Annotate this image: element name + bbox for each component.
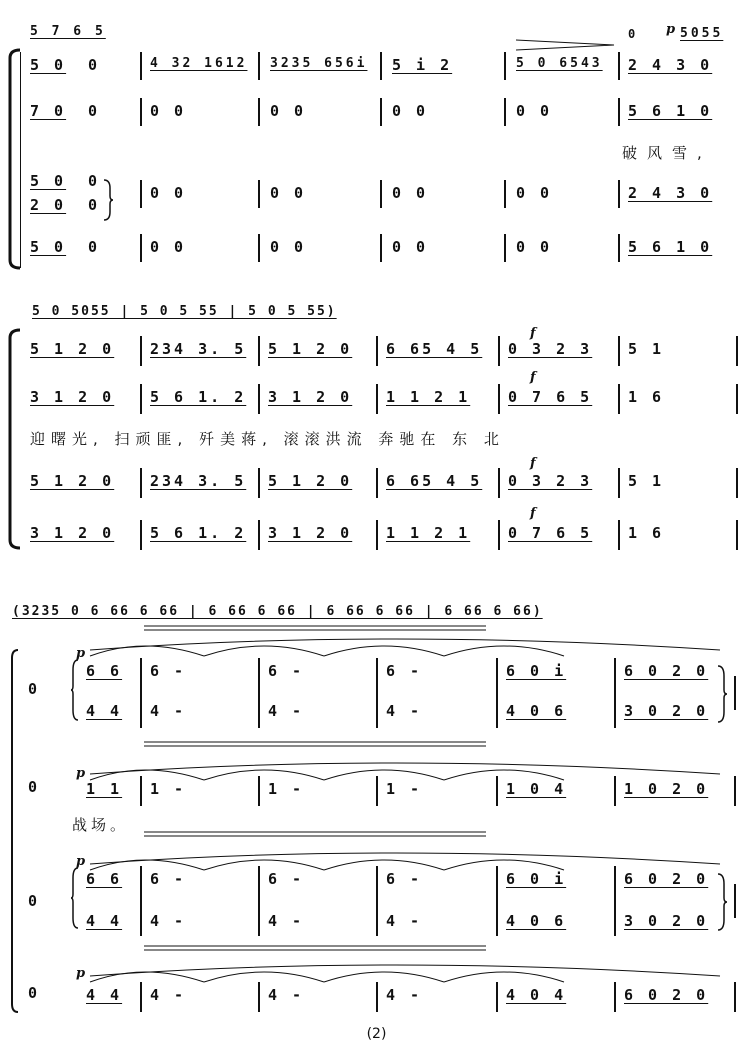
inner-brace-s3-a [70, 658, 80, 722]
s1-bar-2 [258, 52, 260, 80]
s1-r2-m5: 5 6 1 0 [628, 102, 713, 120]
s3-bar-a2 [258, 658, 260, 728]
s1-bar-r4-5 [618, 234, 620, 262]
s3-bar-a4 [496, 658, 498, 728]
s3-bar-b2 [258, 776, 260, 806]
s3-r3-m0: 1 1 [86, 780, 123, 798]
s3-rest-1: 0 [28, 680, 38, 698]
s3-r4-m4: 6 0 i [506, 870, 567, 888]
s2-r3-m4: 0 3 2 3 [508, 472, 593, 490]
s3-r6-m3: 4 - [386, 986, 423, 1004]
s3-r2-m5: 3 0 2 0 [624, 702, 709, 720]
s1-r2-m4: 0 0 [516, 102, 553, 120]
s1-bar-r2-1 [140, 98, 142, 126]
s3-r4-m0: 6 6 [86, 870, 123, 888]
s2-bar-b5 [618, 384, 620, 414]
s2-bar-c5 [618, 468, 620, 498]
s1-bar-r3-4 [504, 180, 506, 208]
s3-r3-m3: 1 - [386, 780, 423, 798]
s3-bar-c6 [734, 884, 736, 918]
s2-bar-b2 [258, 384, 260, 414]
s2-dyn-f-4: f [530, 506, 536, 521]
s3-r2-m2: 4 - [268, 702, 305, 720]
s1-r3-m5: 2 4 3 0 [628, 184, 713, 202]
s1-r3-m1: 0 0 [150, 184, 187, 202]
s2-r3-m0: 5 1 2 0 [30, 472, 115, 490]
s1-r4-m1: 0 0 [150, 238, 187, 256]
s2-bar-d6 [736, 520, 738, 550]
s2-r1-m0: 5 1 2 0 [30, 340, 115, 358]
s1-r3-m3: 0 0 [392, 184, 429, 202]
s3-dyn-p-1: p [76, 646, 86, 661]
s3-bar-c3 [376, 866, 378, 936]
system-1 [0, 0, 753, 280]
s2-r4-m2: 3 1 2 0 [268, 524, 353, 542]
s3-r6-m1: 4 - [150, 986, 187, 1004]
s2-bar-d2 [258, 520, 260, 550]
s3-r3-m1: 1 - [150, 780, 187, 798]
s3-bar-d3 [376, 982, 378, 1012]
s2-bar-a4 [498, 336, 500, 366]
s3-r4-m3: 6 - [386, 870, 423, 888]
decrescendo-mark [516, 38, 616, 52]
s2-r2-m2: 3 1 2 0 [268, 388, 353, 406]
s3-bar-d5 [614, 982, 616, 1012]
s3-dyn-p-3: p [76, 854, 86, 869]
s3-r5-m0: 4 4 [86, 912, 123, 930]
s1-r4-m0b: 0 [88, 238, 101, 256]
s2-dyn-f-1: f [530, 326, 536, 341]
s2-r4-m3: 1 1 2 1 [386, 524, 471, 542]
s2-bar-a5 [618, 336, 620, 366]
s2-bar-c1 [140, 468, 142, 498]
s3-bar-c5 [614, 866, 616, 936]
s1-r3-m4: 0 0 [516, 184, 553, 202]
s1-r3-m2: 0 0 [270, 184, 307, 202]
s2-r2-m0: 3 1 2 0 [30, 388, 115, 406]
s1-bar-r2-3 [380, 98, 382, 126]
s2-r3-m3: 6 65 4 5 [386, 472, 483, 490]
s2-dyn-f-2: f [530, 370, 536, 385]
s2-r1-m1: 234 3. 5 [150, 340, 247, 358]
s1-r4-m4: 0 0 [516, 238, 553, 256]
s1-r1-m3: 5 i 2 [392, 56, 453, 74]
s1-r3-m0b: 0 [88, 172, 101, 190]
right-brace-s3-b [716, 872, 728, 932]
s1-bar-r4-3 [380, 234, 382, 262]
s2-bar-c3 [376, 468, 378, 498]
s3-bar-d2 [258, 982, 260, 1012]
s1-r4-m0: 5 0 [30, 238, 67, 256]
s1-bar-r2-2 [258, 98, 260, 126]
s2-bar-b6 [736, 384, 738, 414]
s3-r1-m0: 6 6 [86, 662, 123, 680]
s3-r1-m5: 6 0 2 0 [624, 662, 709, 680]
s2-bar-b4 [498, 384, 500, 414]
s2-r3-m2: 5 1 2 0 [268, 472, 353, 490]
s3-r4-m1: 6 - [150, 870, 187, 888]
s2-r3-m5: 5 1 [628, 472, 665, 490]
s1-bar-5 [618, 52, 620, 80]
s3-bar-d1 [140, 982, 142, 1012]
s1-r2-m0: 7 0 [30, 102, 67, 120]
s3-bar-d4 [496, 982, 498, 1012]
top-line-rest: 0 [628, 27, 639, 41]
s1-r1-m4: 5 0 6543 [516, 56, 603, 71]
s2-r1-m3: 6 65 4 5 [386, 340, 483, 358]
s2-bar-a6 [736, 336, 738, 366]
inner-brace-s1 [102, 178, 114, 222]
s3-dyn-p-4: p [76, 966, 86, 981]
s1-lyric: 破风雪, [622, 144, 712, 162]
s2-bar-d3 [376, 520, 378, 550]
s3-bar-d6 [734, 982, 736, 1012]
s2-r4-m5: 1 6 [628, 524, 665, 542]
s3-ties-row4 [84, 958, 724, 988]
s1-bar-3 [380, 52, 382, 80]
s3-bar-b5 [614, 776, 616, 806]
s3-r1-m1: 6 - [150, 662, 187, 680]
s1-r2-m0b: 0 [88, 102, 101, 120]
s3-bar-b6 [734, 776, 736, 806]
system-2-bracket [8, 328, 22, 550]
s1-bar-r2-4 [504, 98, 506, 126]
s3-r1-m4: 6 0 i [506, 662, 567, 680]
s3-lines-c [140, 942, 490, 954]
s2-bar-d4 [498, 520, 500, 550]
s2-bar-c6 [736, 468, 738, 498]
s1-r1-m5: 2 4 3 0 [628, 56, 713, 74]
s3-rest-4: 0 [28, 984, 38, 1002]
s1-r4-m5: 5 6 1 0 [628, 238, 713, 256]
s2-r4-m1: 5 6 1. 2 [150, 524, 247, 542]
s3-lyric: 战场。 [72, 816, 130, 834]
s3-r5-m1: 4 - [150, 912, 187, 930]
page-number: (2) [366, 1026, 387, 1042]
s1-bar-r3-2 [258, 180, 260, 208]
s3-r3-m4: 1 0 4 [506, 780, 567, 798]
s3-bar-c2 [258, 866, 260, 936]
s3-r1-m3: 6 - [386, 662, 423, 680]
s3-bar-b3 [376, 776, 378, 806]
s1-r3-m0: 5 0 [30, 172, 67, 190]
s2-r1-m2: 5 1 2 0 [268, 340, 353, 358]
s3-top-line: (3235 0 6 66 6 66 | 6 66 6 66 | 6 66 6 66 | 6 66 6 66) [12, 604, 543, 619]
left-barline [20, 52, 21, 268]
s2-r3-m1: 234 3. 5 [150, 472, 247, 490]
s2-bar-d5 [618, 520, 620, 550]
s2-bar-b1 [140, 384, 142, 414]
s3-r2-m4: 4 0 6 [506, 702, 567, 720]
s3-r4-m2: 6 - [268, 870, 305, 888]
s3-rest-3: 0 [28, 892, 38, 910]
s3-bar-c1 [140, 866, 142, 936]
inner-brace-s3-b [70, 866, 80, 930]
s3-bar-a6 [734, 676, 736, 710]
s3-lines-a [140, 738, 490, 750]
s3-bar-b1 [140, 776, 142, 806]
s3-r2-m1: 4 - [150, 702, 187, 720]
s3-r3-m5: 1 0 2 0 [624, 780, 709, 798]
s1-bar-r2-5 [618, 98, 620, 126]
s1-r4-m2: 0 0 [270, 238, 307, 256]
s3-dyn-p-2: p [76, 766, 86, 781]
s1-bar-1 [140, 52, 142, 80]
s3-r5-m2: 4 - [268, 912, 305, 930]
s1-bar-r3-5 [618, 180, 620, 208]
s2-r4-m0: 3 1 2 0 [30, 524, 115, 542]
s3-r6-m0: 4 4 [86, 986, 123, 1004]
s1-r3b-m0b: 0 [88, 196, 101, 214]
s2-lyric: 迎曙光, 扫顽匪, 歼美蒋, 滚滚洪流 奔驰在 东 北 [30, 430, 505, 448]
s2-r1-m4: 0 3 2 3 [508, 340, 593, 358]
s3-r4-m5: 6 0 2 0 [624, 870, 709, 888]
s2-r2-m4: 0 7 6 5 [508, 388, 593, 406]
s3-r2-m3: 4 - [386, 702, 423, 720]
s1-r2-m1: 0 0 [150, 102, 187, 120]
s2-r4-m4: 0 7 6 5 [508, 524, 593, 542]
s1-bar-r4-4 [504, 234, 506, 262]
top-line-notes: 5 7 6 5 [30, 24, 106, 39]
s3-ties-row1 [84, 632, 724, 662]
s1-r1-m0b: 0 [88, 56, 101, 74]
s2-bar-b3 [376, 384, 378, 414]
s2-top-line: 5 0 5055 | 5 0 5 55 | 5 0 5 55) [32, 304, 337, 319]
s2-bar-a1 [140, 336, 142, 366]
s3-r6-m4: 4 0 4 [506, 986, 567, 1004]
s2-bar-c2 [258, 468, 260, 498]
s3-bar-a1 [140, 658, 142, 728]
s2-dyn-f-3: f [530, 456, 536, 471]
s2-r2-m3: 1 1 2 1 [386, 388, 471, 406]
s2-bar-c4 [498, 468, 500, 498]
top-line-notes-2: 5055 [680, 26, 724, 41]
s3-lines-b [140, 828, 490, 840]
s2-r2-m5: 1 6 [628, 388, 665, 406]
s3-r5-m4: 4 0 6 [506, 912, 567, 930]
s1-bar-r3-1 [140, 180, 142, 208]
s2-r1-m5: 5 1 [628, 340, 665, 358]
s2-bar-d1 [140, 520, 142, 550]
system-3-bracket [10, 648, 20, 1014]
s3-bar-b4 [496, 776, 498, 806]
s3-r3-m2: 1 - [268, 780, 305, 798]
s3-bar-a3 [376, 658, 378, 728]
s2-bar-a2 [258, 336, 260, 366]
s3-r5-m3: 4 - [386, 912, 423, 930]
s1-r1-m2: 3235 656i [270, 56, 368, 71]
s1-r3b-m0: 2 0 [30, 196, 67, 214]
right-brace-s3-a [716, 664, 728, 724]
s3-bar-a5 [614, 658, 616, 728]
s1-r2-m2: 0 0 [270, 102, 307, 120]
s1-bar-r4-2 [258, 234, 260, 262]
s1-r4-m3: 0 0 [392, 238, 429, 256]
s3-rest-2: 0 [28, 778, 38, 796]
s3-r2-m0: 4 4 [86, 702, 123, 720]
s3-r6-m5: 6 0 2 0 [624, 986, 709, 1004]
s1-r1-m1: 4 32 1612 [150, 56, 248, 71]
s1-bar-r4-1 [140, 234, 142, 262]
s1-bar-r3-3 [380, 180, 382, 208]
s2-r2-m1: 5 6 1. 2 [150, 388, 247, 406]
s1-r1-m0: 5 0 [30, 56, 67, 74]
s3-r6-m2: 4 - [268, 986, 305, 1004]
s1-bar-4 [504, 52, 506, 80]
s3-bar-c4 [496, 866, 498, 936]
s1-r2-m3: 0 0 [392, 102, 429, 120]
dynamic-piano: p [666, 22, 676, 37]
s3-r5-m5: 3 0 2 0 [624, 912, 709, 930]
s3-r1-m2: 6 - [268, 662, 305, 680]
s2-bar-a3 [376, 336, 378, 366]
